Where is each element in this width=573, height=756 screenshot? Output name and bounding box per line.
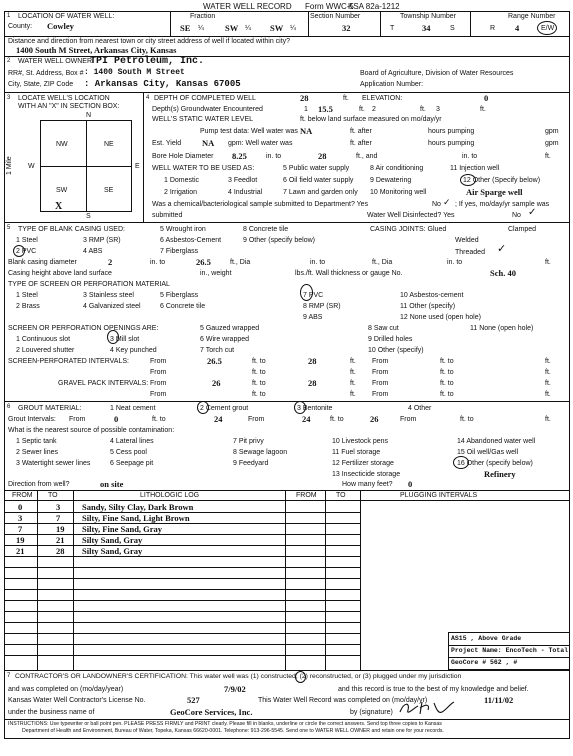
county-label: County: bbox=[8, 23, 33, 30]
screen-5: 5 Fiberglass bbox=[160, 292, 199, 299]
bore-in-to-2: in. to bbox=[462, 153, 478, 160]
east-west-circle bbox=[537, 21, 557, 35]
grout-ft-to-2: ft. to bbox=[330, 416, 344, 423]
use-5: 5 Public water supply bbox=[283, 165, 350, 172]
elevation-label: ELEVATION: bbox=[362, 95, 403, 102]
range-number: 4 bbox=[515, 23, 520, 33]
distance-label: Distance and direction from nearest town or city street address of well if located within city? bbox=[8, 38, 291, 45]
mile-label: 1 Mile bbox=[6, 156, 13, 175]
grout-3: 3 Bentonite bbox=[297, 405, 333, 412]
gw-1-value: 15.5 bbox=[318, 104, 333, 114]
screen-1: 1 Steel bbox=[16, 292, 38, 299]
log-row-from: 19 bbox=[16, 535, 25, 545]
township-number: 34 bbox=[422, 23, 431, 33]
grid-ne: NE bbox=[104, 141, 114, 148]
static-level-label: WELL'S STATIC WATER LEVEL bbox=[152, 116, 254, 123]
source-6: 6 Seepage pit bbox=[110, 460, 154, 467]
source-7: 7 Pit privy bbox=[233, 438, 264, 445]
city-value: : Arkansas City, Kansas 67005 bbox=[84, 79, 241, 89]
depth-ft: ft. bbox=[343, 95, 349, 102]
disinfected-label: Water Well Disinfected? Yes bbox=[367, 212, 455, 219]
screen-11: 11 Other (specify) bbox=[400, 303, 456, 310]
check-mark-icon: ✓ bbox=[443, 197, 451, 207]
screen-10: 10 Asbestos-cement bbox=[400, 292, 464, 299]
grout-from-label: From bbox=[69, 416, 86, 423]
source-9: 9 Feedyard bbox=[233, 460, 269, 467]
grout-ft: ft. bbox=[545, 416, 551, 423]
screen-ft-to-3: ft. to bbox=[252, 369, 266, 376]
direction-value: on site bbox=[100, 479, 124, 489]
use-6: 6 Oil field water supply bbox=[283, 177, 354, 184]
elevation-value: 0 bbox=[484, 93, 489, 103]
grid-sw: SW bbox=[56, 187, 68, 194]
screen-ft-2: ft. bbox=[545, 358, 551, 365]
address-label: RR#, St. Address, Box # bbox=[8, 70, 84, 77]
screen-ft-to-4: ft. to bbox=[440, 369, 454, 376]
grout-to-1: 24 bbox=[214, 414, 223, 424]
wall-thickness-value: Sch. 40 bbox=[490, 268, 516, 278]
gravel-ft-to-4: ft. to bbox=[440, 391, 454, 398]
city-label: City, State, ZIP Code bbox=[8, 81, 74, 88]
grout-material-label: GROUT MATERIAL: bbox=[18, 405, 82, 412]
pump-test-value: NA bbox=[300, 126, 313, 136]
screen-6: 6 Concrete tile bbox=[160, 303, 206, 310]
opening-6: 6 Wire wrapped bbox=[200, 336, 250, 343]
stamp-as15: AS15 , Above Grade bbox=[451, 635, 522, 642]
screen-from-label-4: From bbox=[372, 369, 389, 376]
depth-label: DEPTH OF COMPLETED WELL bbox=[154, 95, 256, 102]
source-8: 8 Sewage lagoon bbox=[233, 449, 288, 456]
locate-label-1: LOCATE WELL'S LOCATION bbox=[18, 95, 110, 102]
direction-label: Direction from well? bbox=[8, 481, 70, 488]
joints-label: CASING JOINTS: Glued bbox=[370, 226, 447, 233]
grid-se: SE bbox=[104, 187, 114, 194]
screen-12: 12 None used (open hole) bbox=[400, 314, 481, 321]
casing-6: 6 Asbestos-Cement bbox=[160, 237, 222, 244]
grout-from-1: 0 bbox=[114, 414, 119, 424]
screen-ft-4: ft. bbox=[545, 369, 551, 376]
casing-in-to-2: in. to bbox=[310, 259, 326, 266]
casing-2: 2 PVC bbox=[16, 248, 37, 255]
screen-material-label: TYPE OF SCREEN OR PERFORATION MATERIAL bbox=[8, 281, 170, 288]
use-10: 10 Monitoring well bbox=[370, 189, 427, 196]
gravel-from-label-3: From bbox=[150, 391, 167, 398]
screen-from-label: From bbox=[150, 358, 167, 365]
location-label: LOCATION OF WATER WELL: bbox=[18, 13, 115, 20]
section-7-number: 7 bbox=[7, 673, 11, 679]
certification-line-1: CONTRACTOR'S OR LANDOWNER'S CERTIFICATION: This water well was (1) constructed, (2) reconstructed, or (3) plugged under my jurisdiction bbox=[15, 673, 462, 680]
check-mark-icon: ✓ bbox=[497, 243, 507, 255]
log-row-from: 21 bbox=[16, 546, 25, 556]
log-row-desc: Silty, Fine Sand, Gray bbox=[82, 524, 163, 534]
screen-7-circle bbox=[300, 284, 313, 301]
how-many-feet-value: 0 bbox=[408, 479, 413, 489]
gravel-from-label-2: From bbox=[372, 380, 389, 387]
signature-label: by (signature) bbox=[350, 709, 393, 716]
use-3: 3 Feedlot bbox=[228, 177, 258, 184]
gw-3-number: 3 bbox=[436, 106, 440, 113]
casing-weight-label: in., weight bbox=[200, 270, 232, 277]
gravel-ft: ft. bbox=[350, 380, 356, 387]
log-row-to: 3 bbox=[56, 502, 61, 512]
yield-hours: hours pumping bbox=[428, 140, 475, 147]
log-row-from: 7 bbox=[18, 524, 23, 534]
grout-1: 1 Neat cement bbox=[110, 405, 156, 412]
casing-height-label: Casing height above land surface bbox=[8, 270, 112, 277]
owner-label: WATER WELL OWNER: bbox=[18, 58, 94, 65]
compass-s: S bbox=[86, 213, 91, 220]
gw-1-ft: ft. bbox=[359, 106, 365, 113]
section-6-number: 6 bbox=[7, 404, 11, 410]
township-s: S bbox=[450, 25, 455, 32]
source-1: 1 Septic tank bbox=[16, 438, 57, 445]
casing-2-circle bbox=[13, 245, 25, 257]
gravel-to: 28 bbox=[308, 378, 317, 388]
yield-after: ft. after bbox=[350, 140, 372, 147]
use-12: 12 Other (Specify below) bbox=[463, 177, 541, 184]
opening-3: 3 Mill slot bbox=[110, 336, 140, 343]
compass-n: N bbox=[86, 112, 92, 119]
disinfected-no: No bbox=[512, 212, 521, 219]
quarter-1: SE bbox=[180, 23, 191, 33]
section-number-label: Section Number bbox=[310, 13, 361, 20]
opening-4: 4 Key punched bbox=[110, 347, 157, 354]
gravel-from-label: From bbox=[150, 380, 167, 387]
gw-2-ft: ft. bbox=[420, 106, 426, 113]
business-label: under the business name of bbox=[8, 709, 95, 716]
log-row-to: 19 bbox=[56, 524, 65, 534]
wall-thickness-label: lbs./ft. Wall thickness or gauge No. bbox=[295, 270, 403, 277]
use-8: 8 Air conditioning bbox=[370, 165, 424, 172]
bore-and: ft., and bbox=[356, 153, 378, 160]
casing-3: 3 RMP (SR) bbox=[83, 237, 121, 244]
joints-clamped: Clamped bbox=[508, 226, 537, 233]
source-15: 15 Oil well/Gas well bbox=[457, 449, 519, 456]
screen-3: 3 Stainless steel bbox=[83, 292, 134, 299]
screen-2: 2 Brass bbox=[16, 303, 40, 310]
casing-9: 9 Other (specify below) bbox=[243, 237, 315, 244]
yield-gpm: gpm: Well water was bbox=[228, 140, 293, 147]
opening-3-circle bbox=[107, 330, 119, 344]
screen-from-label-2: From bbox=[372, 358, 389, 365]
compass-w: W bbox=[28, 163, 35, 170]
application-number-label: Application Number: bbox=[360, 81, 424, 88]
grout-ft-to-1: ft. to bbox=[152, 416, 166, 423]
owner-value: TPI Petroleum, Inc. bbox=[90, 56, 205, 67]
log-row-to: 21 bbox=[56, 535, 65, 545]
constructed-circle bbox=[295, 671, 306, 683]
use-11: 11 Injection well bbox=[450, 165, 500, 172]
bore-value: 8.25 bbox=[232, 151, 247, 161]
chem-ifyes: ; If yes, mo/day/yr sample was bbox=[455, 201, 550, 208]
grout-2: 2 Cement grout bbox=[200, 405, 249, 412]
section-1-number: 1 bbox=[7, 13, 11, 19]
form-number: Form WWC-5 bbox=[305, 2, 354, 11]
grout-ft-to-3: ft. to bbox=[460, 416, 474, 423]
gravel-ft-4: ft. bbox=[545, 391, 551, 398]
use-label: WELL WATER TO BE USED AS: bbox=[152, 165, 255, 172]
quarter-3-fraction: ¼ bbox=[290, 25, 296, 32]
opening-10: 10 Other (specify) bbox=[368, 347, 424, 354]
use-1: 1 Domestic bbox=[164, 177, 200, 184]
gravel-ft-3: ft. bbox=[350, 391, 356, 398]
township-label: Township Number bbox=[400, 13, 457, 20]
ksa-reference: KSA 82a-1212 bbox=[348, 2, 400, 11]
log-to-header-2: TO bbox=[336, 492, 346, 499]
source-14: 14 Abandoned water well bbox=[457, 438, 536, 445]
log-row-desc: Silty Sand, Gray bbox=[82, 535, 143, 545]
screen-from: 26.5 bbox=[207, 356, 222, 366]
screen-intervals-label: SCREEN-PERFORATED INTERVALS: bbox=[8, 358, 129, 365]
screen-8: 8 RMP (SR) bbox=[303, 303, 341, 310]
log-from-header: FROM bbox=[12, 492, 33, 499]
section-number: 32 bbox=[342, 23, 351, 33]
gravel-ft-to-2: ft. to bbox=[440, 380, 454, 387]
chem-sample-label: Was a chemical/bacteriological sample submitted to Department? Yes bbox=[152, 201, 369, 208]
log-row-to: 7 bbox=[56, 513, 61, 523]
casing-dia-1: ft., Dia bbox=[230, 259, 251, 266]
casing-diameter: 2 bbox=[108, 257, 113, 267]
casing-dia-2: ft., Dia bbox=[372, 259, 393, 266]
grout-2-circle bbox=[197, 401, 209, 414]
pump-test-label: Pump test data: Well water was bbox=[200, 128, 298, 135]
address-value: : 1400 South M Street bbox=[84, 68, 185, 77]
well-location-x: X bbox=[55, 201, 63, 212]
other-use-value: Air Sparge well bbox=[466, 187, 523, 197]
stamp-geocore: GeoCore # 562 , # bbox=[451, 659, 518, 666]
screen-4: 4 Galvanized steel bbox=[83, 303, 141, 310]
grout-from-2: 24 bbox=[302, 414, 311, 424]
grout-intervals-label: Grout Intervals: bbox=[8, 416, 56, 423]
use-2: 2 Irrigation bbox=[164, 189, 198, 196]
certification-completed-label: and was completed on (mo/day/year) bbox=[8, 686, 124, 693]
instructions-line-1: INSTRUCTIONS: Use typewriter or ball point pen. PLEASE PRESS FIRMLY and PRINT clearly. Please fill in blanks, underline or circle the correct answers. Send top three copies to Kansas bbox=[8, 721, 442, 727]
source-16: 16 Other (specify below) bbox=[457, 460, 533, 467]
range-label: Range Number bbox=[508, 13, 556, 20]
license-label: Kansas Water Well Contractor's License No. bbox=[8, 697, 146, 704]
gravel-from-label-4: From bbox=[372, 391, 389, 398]
distance-value: 1400 South M Street, Arkansas City, Kansas bbox=[16, 45, 177, 55]
bore-ft: ft. bbox=[545, 153, 551, 160]
range-ew: E/W bbox=[541, 25, 555, 32]
quarter-1-fraction: ¼ bbox=[198, 25, 204, 32]
source-2: 2 Sewer lines bbox=[16, 449, 59, 456]
joints-threaded: Threaded bbox=[455, 249, 485, 256]
casing-in-to: in. to bbox=[150, 259, 166, 266]
quarter-2-fraction: ¼ bbox=[245, 25, 251, 32]
openings-label: SCREEN OR PERFORATION OPENINGS ARE: bbox=[8, 325, 159, 332]
locate-label-2: WITH AN "X" IN SECTION BOX: bbox=[18, 103, 120, 110]
casing-in-to-3: in. to bbox=[447, 259, 463, 266]
grout-3-circle bbox=[294, 401, 306, 414]
township-t: T bbox=[390, 25, 395, 32]
source-11: 11 Fuel storage bbox=[332, 449, 381, 456]
casing-diameter-label: Blank casing diameter bbox=[8, 259, 77, 266]
log-row-desc: Silty Sand, Gray bbox=[82, 546, 143, 556]
source-4: 4 Lateral lines bbox=[110, 438, 154, 445]
contamination-label: What is the nearest source of possible contamination: bbox=[8, 427, 175, 434]
section-3-number: 3 bbox=[7, 95, 11, 101]
log-to-header: TO bbox=[48, 492, 58, 499]
use-4: 4 Industrial bbox=[228, 189, 263, 196]
screen-9: 9 ABS bbox=[303, 314, 323, 321]
opening-2: 2 Louvered shutter bbox=[16, 347, 75, 354]
chem-no: No bbox=[432, 201, 441, 208]
yield-gpm-2: gpm bbox=[545, 140, 559, 147]
business-name: GeoCore Services, Inc. bbox=[170, 707, 253, 717]
use-12-circle bbox=[460, 174, 476, 186]
signature-image bbox=[396, 698, 458, 718]
pump-after: ft. after bbox=[350, 128, 372, 135]
screen-ft: ft. bbox=[350, 358, 356, 365]
stamp-project: Project Name: EncoTech - Total bbox=[451, 647, 569, 654]
section-5-number: 5 bbox=[7, 225, 11, 231]
opening-7: 7 Torch cut bbox=[200, 347, 235, 354]
source-3: 3 Watertight sewer lines bbox=[16, 460, 91, 467]
grout-4: 4 Other bbox=[408, 405, 432, 412]
grid-nw: NW bbox=[56, 141, 68, 148]
screen-from-label-3: From bbox=[150, 369, 167, 376]
gravel-ft-to-3: ft. to bbox=[252, 391, 266, 398]
static-level-rest: ft. below land surface measured on mo/day/yr bbox=[300, 116, 442, 123]
section-2-number: 2 bbox=[7, 58, 11, 64]
log-from-header-2: FROM bbox=[296, 492, 317, 499]
form-title: WATER WELL RECORD bbox=[203, 2, 292, 11]
casing-4: 4 ABS bbox=[83, 248, 103, 255]
casing-8: 8 Concrete tile bbox=[243, 226, 289, 233]
range-r: R bbox=[490, 25, 496, 32]
quarter-3: SW bbox=[270, 23, 284, 33]
screen-ft-to-2: ft. to bbox=[440, 358, 454, 365]
yield-label: Est. Yield bbox=[152, 140, 182, 147]
log-lithologic-header: LITHOLOGIC LOG bbox=[140, 492, 200, 499]
log-row-to: 28 bbox=[56, 546, 65, 556]
completion-date: 7/9/02 bbox=[224, 684, 246, 694]
use-7: 7 Lawn and garden only bbox=[283, 189, 358, 196]
other-source-value: Refinery bbox=[484, 469, 516, 479]
screen-7: 7 PVC bbox=[303, 292, 324, 299]
opening-5: 5 Gauzed wrapped bbox=[200, 325, 260, 332]
pump-hours: hours pumping bbox=[428, 128, 475, 135]
use-9: 9 Dewatering bbox=[370, 177, 412, 184]
gw-2-number: 2 bbox=[372, 106, 376, 113]
bore-to-value: 28 bbox=[318, 151, 327, 161]
how-many-feet-label: How many feet? bbox=[342, 481, 393, 488]
gw-1-number: 1 bbox=[304, 106, 308, 113]
casing-7: 7 Fiberglass bbox=[160, 248, 199, 255]
screen-ft-3: ft. bbox=[350, 369, 356, 376]
board-label: Board of Agriculture, Division of Water Resources bbox=[360, 70, 514, 77]
joints-welded: Welded bbox=[455, 237, 479, 244]
source-12: 12 Fertilizer storage bbox=[332, 460, 394, 467]
opening-1: 1 Continuous slot bbox=[16, 336, 71, 343]
source-10: 10 Livestock pens bbox=[332, 438, 389, 445]
log-plugging-header: PLUGGING INTERVALS bbox=[400, 492, 478, 499]
bore-in-to: in. to bbox=[266, 153, 282, 160]
gw-3-ft: ft. bbox=[480, 106, 486, 113]
gravel-intervals-label: GRAVEL PACK INTERVALS: bbox=[58, 380, 149, 387]
opening-11: 11 None (open hole) bbox=[470, 325, 534, 332]
depth-value: 28 bbox=[300, 93, 309, 103]
log-row-desc: Sandy, Silty Clay, Dark Brown bbox=[82, 502, 194, 512]
instructions-line-2: Department of Health and Environment, Bureau of Water, Topeka, Kansas 66620-0001. Telephone: 913-296-5545. Send one to WATER WELL OWNER and retain one for your records. bbox=[22, 728, 444, 734]
source-5: 5 Cess pool bbox=[110, 449, 147, 456]
county-value: Cowley bbox=[47, 21, 74, 31]
license-number: 527 bbox=[187, 695, 200, 705]
grout-from-label-2: From bbox=[248, 416, 265, 423]
submitted-label: submitted bbox=[152, 212, 183, 219]
log-row-from: 0 bbox=[18, 502, 23, 512]
casing-5: 5 Wrought iron bbox=[160, 226, 206, 233]
opening-8: 8 Saw cut bbox=[368, 325, 399, 332]
log-row-from: 3 bbox=[18, 513, 23, 523]
certification-true: and this record is true to the best of my knowledge and belief. bbox=[338, 686, 529, 693]
pump-gpm: gpm bbox=[545, 128, 559, 135]
fraction-label: Fraction bbox=[190, 13, 216, 20]
gravel-ft-2: ft. bbox=[545, 380, 551, 387]
bore-label: Bore Hole Diameter bbox=[152, 153, 214, 160]
screen-to: 28 bbox=[308, 356, 317, 366]
source-13: 13 Insecticide storage bbox=[332, 471, 401, 478]
source-16-circle bbox=[453, 456, 469, 469]
casing-type-label: TYPE OF BLANK CASING USED: bbox=[18, 226, 125, 233]
record-completed-label: This Water Well Record was completed on (mo/day/yr) bbox=[258, 697, 428, 704]
record-date: 11/11/02 bbox=[484, 695, 514, 705]
opening-9: 9 Drilled holes bbox=[368, 336, 413, 343]
groundwater-label: Depth(s) Groundwater Encountered bbox=[152, 106, 263, 113]
screen-ft-to: ft. to bbox=[252, 358, 266, 365]
casing-1: 1 Steel bbox=[16, 237, 38, 244]
compass-e: E bbox=[135, 163, 140, 170]
check-mark-icon: ✓ bbox=[528, 207, 537, 218]
section-4-number: 4 bbox=[146, 95, 150, 101]
yield-value: NA bbox=[202, 138, 215, 148]
grout-to-2: 26 bbox=[370, 414, 379, 424]
casing-ft: ft. bbox=[545, 259, 551, 266]
log-row-desc: Silty, Fine Sand, Light Brown bbox=[82, 513, 190, 523]
grout-ft-from: From bbox=[400, 416, 417, 423]
casing-to: 26.5 bbox=[196, 257, 211, 267]
gravel-ft-to: ft. to bbox=[252, 380, 266, 387]
quarter-2: SW bbox=[225, 23, 239, 33]
gravel-from: 26 bbox=[212, 378, 221, 388]
